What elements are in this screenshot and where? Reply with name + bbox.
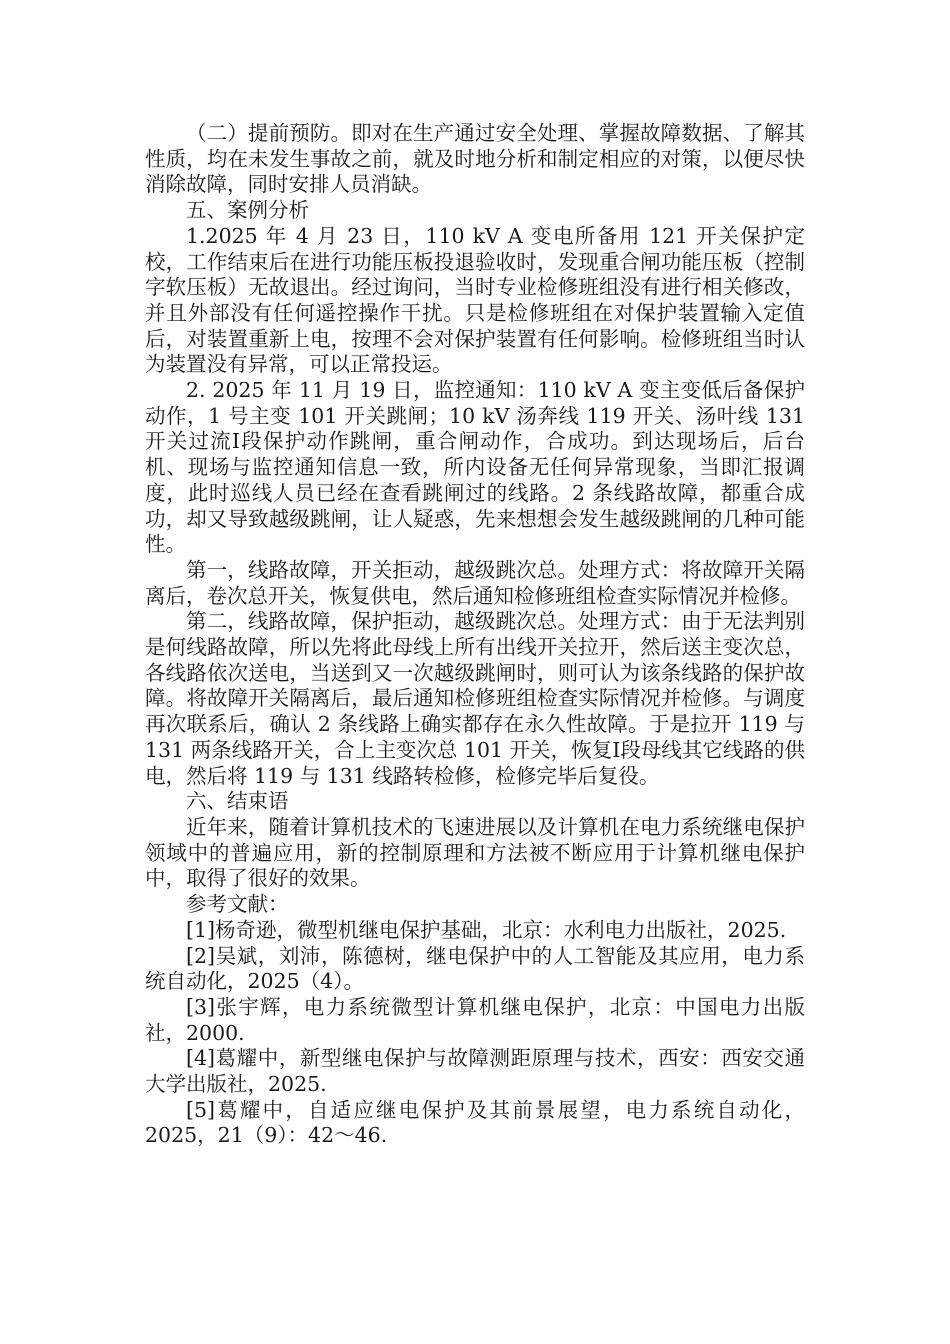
section-heading-references: 参考文献： bbox=[186, 892, 289, 917]
reference-item-2: [2]吴斌，刘沛，陈德树，继电保护中的人工智能及其应用，电力系统自动化，2025（4）。 bbox=[145, 943, 805, 994]
reference-item-1: [1]杨奇逊，微型机继电保护基础，北京：水利电力出版社，2025. bbox=[186, 917, 787, 942]
paragraph-prevention: （二）提前预防。即对在生产通过安全处理、掌握故障数据、了解其性质，均在未发生事故之前，就及时地分析和制定相应的对策，以便尽快消除故障，同时安排人员消缺。 bbox=[145, 121, 805, 197]
reference-item-3: [3]张宇辉，电力系统微型计算机继电保护，北京：中国电力出版社，2000. bbox=[145, 994, 805, 1045]
paragraph-case-1: 1.2025 年 4 月 23 日，110 kV A 变电所备用 121 开关保护定校，工作结束后在进行功能压板投退验收时，发现重合闸功能压板（控制字软压板）无故退出。经过询问，当时专业检修班组没有进行相关修改，并且外部没有任何遥控操作干扰。只是检修班组在对保护装置输入定值后，对装置重新上电，按理不会对保护装置有任何影响。检修班组当时认为装置没有异常，可以正常投运。 bbox=[145, 223, 805, 377]
document-page bbox=[145, 121, 805, 1149]
section-heading-case-analysis: 五、案例分析 bbox=[186, 198, 309, 223]
reference-item-5: [5]葛耀中，自适应继电保护及其前景展望，电力系统自动化，2025，21（9）：42～46. bbox=[145, 1097, 805, 1148]
paragraph-possibility-1: 第一，线路故障，开关拒动，越级跳次总。处理方式：将故障开关隔离后，卷次总开关，恢复供电，然后通知检修班组检查实际情况并检修。 bbox=[145, 557, 805, 608]
paragraph-possibility-2: 第二，线路故障，保护拒动，越级跳次总。处理方式：由于无法判别是何线路故障，所以先将此母线上所有出线开关拉开，然后送主变次总，各线路依次送电，当送到又一次越级跳闸时，则可认为该条线路的保护故障。将故障开关隔离后，最后通知检修班组检查实际情况并检修。与调度再次联系后，确认 2 条线路上确实都存在永久性故障。于是拉开 119 与 131 两条线路开关，合上主变次总 101 开关，恢复Ⅰ段母线其它线路的供电，然后将 119 与 131 线路转检修，检修完毕后复役。 bbox=[145, 609, 805, 788]
section-heading-conclusion: 六、结束语 bbox=[186, 789, 289, 814]
reference-item-4: [4]葛耀中，新型继电保护与故障测距原理与技术，西安：西安交通大学出版社，2025. bbox=[145, 1046, 805, 1097]
paragraph-conclusion: 近年来，随着计算机技术的飞速进展以及计算机在电力系统继电保护领域中的普遍应用，新的控制原理和方法被不断应用于计算机继电保护中，取得了很好的效果。 bbox=[145, 814, 805, 891]
paragraph-case-2: 2. 2025 年 11 月 19 日，监控通知：110 kV A 变主变低后备保护动作，1 号主变 101 开关跳闸；10 kV 汤奔线 119 开关、汤叶线 131 开关过流Ⅰ段保护动作跳闸，重合闸动作，合成功。到达现场后，后台机、现场与监控通知信息一致，所内设备无任何异常现象，当即汇报调度，此时巡线人员已经在查看跳闸过的线路。2 条线路故障，都重合成功，却又导致越级跳闸，让人疑惑，先来想想会发生越级跳闸的几种可能性。 bbox=[145, 378, 805, 557]
